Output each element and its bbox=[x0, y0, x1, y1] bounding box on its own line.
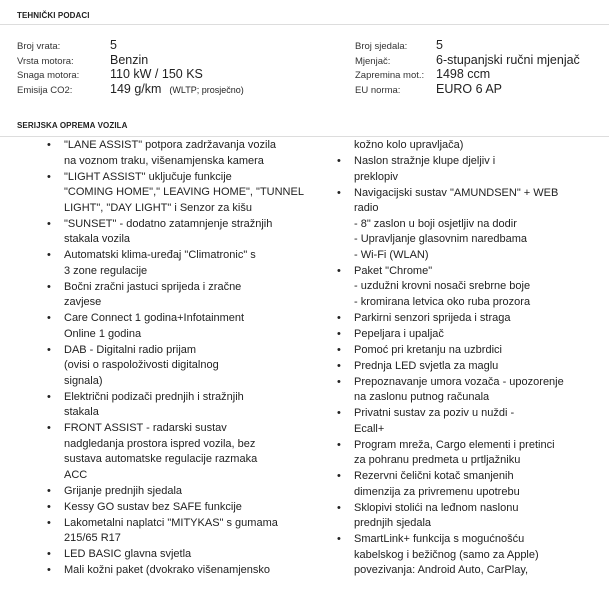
equipment-list-right bbox=[337, 138, 607, 579]
list-item-text: Naslon stražnje klupe djeljiv i bbox=[354, 155, 496, 167]
spec-value bbox=[436, 53, 580, 67]
spec-label: Broj vrata: bbox=[17, 41, 61, 52]
list-item-text: Program mreža, Cargo elementi i pretinci bbox=[354, 438, 555, 451]
bullet-icon: • bbox=[337, 533, 341, 545]
list-item bbox=[47, 547, 317, 563]
spec-label: EU norma: bbox=[355, 85, 401, 96]
list-item-text: za pohranu predmeta u prtljažniku bbox=[354, 454, 521, 466]
list-item bbox=[47, 421, 317, 483]
list-item-text: - kromirana letvica oko ruba prozora bbox=[354, 295, 531, 308]
bullet-icon: • bbox=[337, 311, 341, 324]
spec-value bbox=[110, 53, 148, 67]
list-item-text: Mali kožni paket (dvokrako višenamjensko bbox=[64, 564, 271, 576]
bullet-icon: • bbox=[47, 249, 51, 261]
equipment-list-left bbox=[47, 138, 317, 579]
list-item bbox=[337, 532, 607, 579]
bullet-icon: • bbox=[337, 186, 341, 199]
list-item-text: Električni podizači prednjih i stražnjih bbox=[64, 390, 244, 403]
bullet-icon: • bbox=[337, 501, 341, 514]
tech-section-title: TEHNIČKI PODACI bbox=[17, 11, 90, 20]
bullet-icon: • bbox=[337, 327, 341, 340]
list-item bbox=[337, 469, 607, 500]
list-item-continuation: kožno kolo upravljača) bbox=[354, 139, 464, 151]
spec-value bbox=[110, 38, 117, 52]
list-item-text: radio bbox=[354, 202, 379, 214]
equipment-section-title: SERIJSKA OPREMA VOZILA bbox=[17, 121, 128, 130]
list-item-text: nadgledanja prostora ispred vozila, bez bbox=[64, 437, 256, 450]
list-item-text: Pomoć pri kretanju na uzbrdici bbox=[354, 343, 502, 356]
list-item-text: 215/65 R17 bbox=[64, 532, 121, 544]
list-item-text: LED BASIC glavna svjetla bbox=[64, 548, 192, 560]
list-item bbox=[47, 217, 317, 248]
spec-value-text: 1498 ccm bbox=[436, 67, 491, 81]
list-item bbox=[47, 516, 317, 547]
spec-label: Vrsta motora: bbox=[17, 56, 74, 67]
spec-value-text: Benzin bbox=[110, 53, 149, 67]
list-item-text: ACC bbox=[64, 468, 88, 481]
spec-label: Mjenjač: bbox=[355, 56, 391, 67]
spec-label: Zapremina mot.: bbox=[355, 70, 425, 81]
list-item-text: Sklopivi stolići na leđnom naslonu bbox=[354, 501, 519, 514]
list-item-text: "LIGHT ASSIST" uključuje funkcije bbox=[64, 170, 232, 183]
bullet-icon: • bbox=[47, 170, 51, 183]
list-item bbox=[47, 170, 317, 217]
bullet-icon: • bbox=[47, 139, 51, 151]
list-item bbox=[337, 359, 607, 375]
list-item-text: stakala vozila bbox=[64, 233, 131, 245]
bullet-icon: • bbox=[47, 280, 51, 293]
list-item-text: Automatski klima-uređaj "Climatronic" s bbox=[64, 249, 256, 261]
list-item bbox=[337, 154, 607, 185]
list-item-text: na voznom traku, višenamjenska kamera bbox=[64, 154, 264, 167]
spec-label: Broj sjedala: bbox=[355, 41, 408, 52]
list-item-text: na zaslonu putnog računala bbox=[354, 391, 490, 403]
spec-value bbox=[436, 82, 502, 96]
list-item-text: zavjese bbox=[64, 296, 102, 308]
list-item-text: Privatni sustav za poziv u nuždi - bbox=[354, 407, 515, 419]
list-item-text: Prepoznavanje umora vozača - upozorenje bbox=[354, 375, 564, 388]
spec-value bbox=[436, 38, 443, 52]
bullet-icon: • bbox=[337, 375, 341, 388]
list-item bbox=[337, 375, 607, 406]
list-item-text: dimenzija za privremenu upotrebu bbox=[354, 485, 520, 498]
list-item-text: - 8" zaslon u boji osjetljiv na dodir bbox=[354, 217, 517, 230]
list-item bbox=[337, 438, 607, 469]
list-item-text: Paket "Chrome" bbox=[354, 264, 433, 277]
list-item bbox=[337, 327, 607, 343]
list-item bbox=[47, 280, 317, 311]
list-item bbox=[47, 311, 317, 342]
list-item-text: sustava automatske regulacije razmaka bbox=[64, 453, 258, 465]
list-item-text: Pepeljara i upaljač bbox=[354, 327, 444, 340]
list-item-text: signala) bbox=[64, 374, 103, 387]
list-item-text: Online 1 godina bbox=[64, 327, 142, 340]
divider bbox=[0, 136, 609, 137]
spec-value-text: 110 kW / 150 KS bbox=[110, 67, 203, 81]
list-item bbox=[47, 484, 317, 500]
list-item-text: Lakometalni naplatci "MITYKAS" s gumama bbox=[64, 516, 278, 529]
list-item-text: SmartLink+ funkcija s mogućnošću bbox=[354, 533, 525, 545]
bullet-icon: • bbox=[47, 422, 51, 434]
bullet-icon: • bbox=[337, 407, 341, 419]
list-item-text: FRONT ASSIST - radarski sustav bbox=[64, 422, 227, 434]
list-item bbox=[47, 343, 317, 390]
bullet-icon: • bbox=[337, 359, 341, 372]
list-item bbox=[47, 248, 317, 279]
list-item-text: DAB - Digitalni radio prijam bbox=[64, 343, 197, 356]
list-item-text: "SUNSET" - dodatno zatamnjenje stražnjih bbox=[64, 217, 273, 230]
list-item-text: LIGHT", "DAY LIGHT" i Senzor za kišu bbox=[64, 201, 252, 214]
list-item bbox=[337, 311, 607, 327]
spec-value-text: 6-stupanjski ručni mjenjač bbox=[436, 53, 580, 67]
list-item-text: (ovisi o raspoloživosti digitalnog bbox=[64, 359, 219, 371]
bullet-icon: • bbox=[47, 484, 51, 497]
spec-note: (WLTP; prosječno) bbox=[169, 85, 244, 95]
list-item-text: Parkirni senzori sprijeda i straga bbox=[354, 311, 511, 324]
spec-value-text: EURO 6 AP bbox=[436, 82, 502, 96]
list-item bbox=[47, 500, 317, 516]
list-item-text: Grijanje prednjih sjedala bbox=[64, 484, 183, 497]
spec-label: Emisija CO2: bbox=[17, 85, 73, 96]
bullet-icon: • bbox=[47, 343, 51, 356]
list-item-text: - uzdužni krovni nosači srebrne boje bbox=[354, 280, 531, 292]
list-item bbox=[337, 343, 607, 359]
bullet-icon: • bbox=[337, 343, 341, 356]
bullet-icon: • bbox=[337, 438, 341, 451]
bullet-icon: • bbox=[337, 264, 341, 277]
bullet-icon: • bbox=[337, 155, 341, 167]
list-item-text: Ecall+ bbox=[354, 422, 385, 435]
spec-value-text: 5 bbox=[436, 38, 443, 52]
list-item-text: kabelskog i bežičnog (samo za Apple) bbox=[354, 548, 539, 561]
spec-value-text: 149 g/km bbox=[110, 82, 162, 96]
list-item-text: Navigacijski sustav "AMUNDSEN" + WEB bbox=[354, 186, 559, 199]
bullet-icon: • bbox=[47, 312, 51, 324]
list-item-text: - Upravljanje glasovnim naredbama bbox=[354, 233, 528, 245]
bullet-icon: • bbox=[47, 217, 51, 230]
list-item-text: 3 zone regulacije bbox=[64, 264, 148, 277]
bullet-icon: • bbox=[47, 516, 51, 529]
list-item bbox=[47, 563, 317, 579]
list-item-text: Care Connect 1 godina+Infotainment bbox=[64, 312, 245, 324]
bullet-icon: • bbox=[47, 500, 51, 513]
spec-value bbox=[110, 67, 203, 81]
list-item-text: Rezervni čelični kotač smanjenih bbox=[354, 470, 514, 482]
list-item-text: prednjih sjedala bbox=[354, 517, 432, 529]
list-item bbox=[47, 390, 317, 421]
list-item-text: "COMING HOME"," LEAVING HOME", "TUNNEL bbox=[64, 186, 304, 198]
list-item bbox=[337, 186, 607, 264]
bullet-icon: • bbox=[47, 564, 51, 576]
list-item-text: - Wi-Fi (WLAN) bbox=[354, 248, 429, 261]
list-item bbox=[337, 501, 607, 532]
list-item-text: Prednja LED svjetla za maglu bbox=[354, 359, 499, 372]
spec-value-text: 5 bbox=[110, 38, 117, 52]
spec-value bbox=[436, 67, 490, 81]
bullet-icon: • bbox=[47, 548, 51, 560]
list-item-text: "LANE ASSIST" potpora zadržavanja vozila bbox=[64, 139, 277, 151]
bullet-icon: • bbox=[337, 470, 341, 482]
list-item-text: Bočni zračni jastuci sprijeda i zračne bbox=[64, 280, 242, 293]
list-item bbox=[337, 264, 607, 311]
list-item bbox=[337, 406, 607, 437]
list-item-text: stakala bbox=[64, 406, 99, 418]
bullet-icon: • bbox=[47, 390, 51, 403]
divider bbox=[0, 24, 609, 25]
list-item-text: povezivanja: Android Auto, CarPlay, bbox=[354, 564, 529, 576]
list-item-text: preklopiv bbox=[354, 170, 399, 183]
list-item-text: Kessy GO sustav bez SAFE funkcije bbox=[64, 500, 242, 513]
spec-label: Snaga motora: bbox=[17, 70, 80, 81]
spec-value bbox=[110, 82, 244, 96]
list-item bbox=[47, 138, 317, 169]
